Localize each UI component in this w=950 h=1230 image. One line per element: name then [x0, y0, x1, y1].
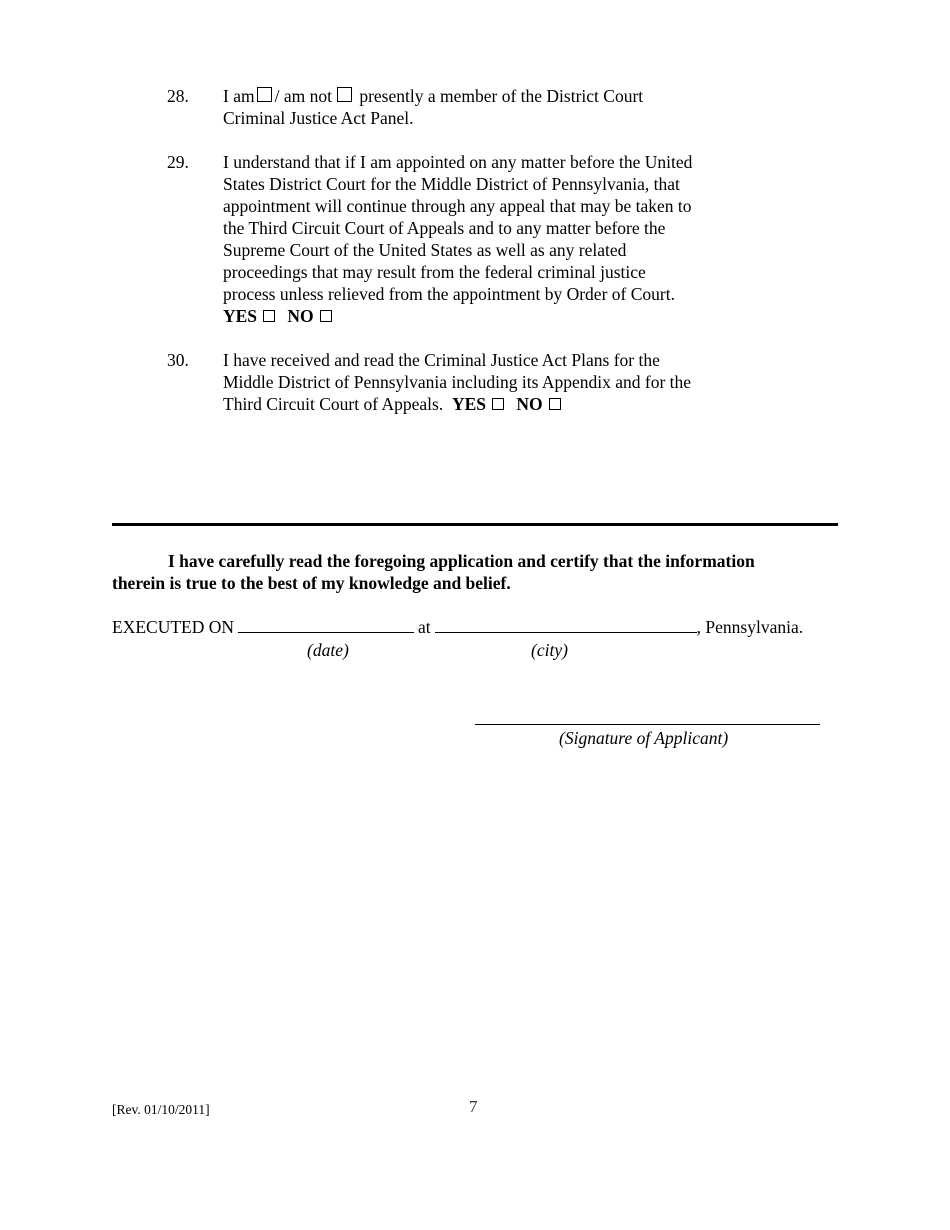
item-line: I understand that if I am appointed on any matter before the United	[223, 152, 693, 172]
at-label: at	[418, 617, 431, 637]
item-number: 28.	[167, 86, 189, 106]
pennsylvania-suffix: , Pennsylvania.	[696, 617, 804, 637]
item-line: proceedings that may result from the federal criminal justice	[223, 262, 646, 282]
certification-line: therein is true to the best of my knowledge and belief.	[112, 573, 511, 593]
certification-statement	[112, 550, 832, 594]
city-field[interactable]	[435, 616, 697, 633]
item-text-part: presently a member of the District Court	[359, 86, 644, 106]
item-text-part: / am not	[274, 86, 332, 106]
page-number: 7	[469, 1097, 478, 1116]
am-checkbox[interactable]	[257, 87, 272, 102]
item-number: 29.	[167, 152, 189, 172]
yes-label: YES	[451, 394, 486, 414]
city-caption: (city)	[531, 640, 568, 660]
executed-on-line	[112, 616, 832, 638]
item-line: the Third Circuit Court of Appeals and to any matter before the	[223, 218, 666, 238]
item-text-part: I am	[223, 86, 255, 106]
yes-checkbox[interactable]	[492, 398, 504, 410]
item-line: States District Court for the Middle District of Pennsylvania, that	[223, 174, 680, 194]
certification-line: I have carefully read the foregoing application and certify that the information	[168, 551, 755, 571]
date-field[interactable]	[238, 616, 414, 633]
no-checkbox[interactable]	[549, 398, 561, 410]
section-divider	[112, 523, 838, 526]
item-line: Supreme Court of the United States as well as any related	[223, 240, 627, 260]
executed-on-label: EXECUTED ON	[112, 617, 234, 637]
item-line: I have received and read the Criminal Justice Act Plans for the	[223, 350, 660, 370]
yes-label: YES	[223, 306, 258, 326]
item-text	[223, 151, 763, 327]
item-text	[223, 85, 763, 129]
item-line	[223, 393, 763, 415]
no-label: NO	[516, 394, 543, 414]
signature-field[interactable]	[475, 724, 820, 725]
item-text-part: Third Circuit Court of Appeals.	[223, 394, 444, 414]
no-checkbox[interactable]	[320, 310, 332, 322]
yes-checkbox[interactable]	[263, 310, 275, 322]
am-not-checkbox[interactable]	[337, 87, 352, 102]
no-label: NO	[287, 306, 314, 326]
item-number: 30.	[167, 350, 189, 370]
item-line: Middle District of Pennsylvania including its Appendix and for the	[223, 372, 692, 392]
item-line: process unless relieved from the appointment by Order of Court.	[223, 284, 675, 304]
item-line: appointment will continue through any appeal that may be taken to	[223, 196, 692, 216]
yes-no-options	[223, 305, 763, 327]
item-line: Criminal Justice Act Panel.	[223, 108, 414, 128]
revision-date: [Rev. 01/10/2011]	[112, 1102, 210, 1117]
signature-caption: (Signature of Applicant)	[559, 728, 729, 748]
item-text	[223, 349, 763, 415]
item-line	[223, 85, 763, 107]
date-caption: (date)	[307, 640, 349, 660]
